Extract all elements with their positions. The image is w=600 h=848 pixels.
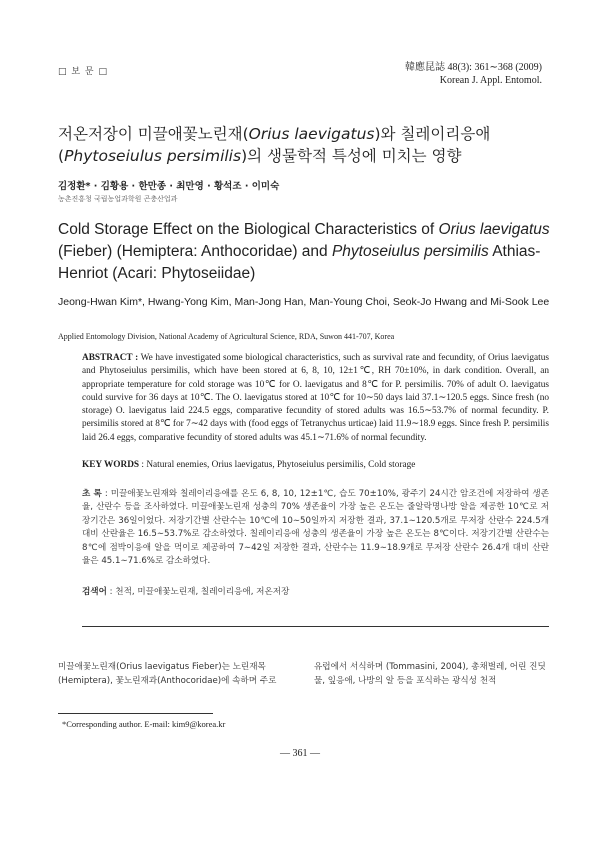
page-number: — 361 — [280,748,320,759]
abstract-ko-label: 초 록 [82,489,102,499]
title-en-species2: Phytoseiulus persimilis [331,243,489,260]
keywords-ko-text: : 천적, 미끌애꽃노린재, 칠레이리응애, 저온저장 [109,587,290,597]
journal-citation [405,61,542,87]
title-en-species1: Orius laevigatus [438,221,550,238]
abstract-ko-text: : 미끌애꽃노린재와 칠레이리응애를 온도 6, 8, 10, 12±1℃, 습도 70±10%, 광주기 24시간 암조건에 저장하여 생존율, 산란수 등을 조사하였다. 미끌애꽃노린재 성충의 70% 생존율이 가장 높은 온도는 줄알락명나방 알을 제공한 10℃로 저장기간은 36일이었다. 저장기간별 산란수는 10℃에 10∼50일까지 저장한 결과, 37.1∼120.5개로 무저장 산란수 224.5개 대비 산란율은 16.5∼53.7%로 감소하였다. 칠레이리응애 성충의 생존율이 가장 높은 온도는 8℃이다. 저장기간별 산란수는 8℃에 점박이응애 알을 먹이로 제공하여 7∼42일 저장한 결과, 산란수는 11.9∼18.9개로 무저장 산란수 26.4개 대비 산란율은 45.1∼71.6%로 감소하였다. [82,489,549,567]
footnote-divider [58,713,213,714]
title-ko-species1: Orius laevigatus [248,125,375,143]
keywords [82,460,549,470]
abstract-text: We have investigated some biological characteristics, such as survival rate and fecundity, of Orius laevigatus and Phytoseiulus persimilis, which have been stored at 6, 8, 10, 12±1℃, RH 70±10%, in dark condition. Overall, an appropriate temperature for cold storage was 10℃ for O. laevigatus and 8℃ for P. persimilis. 70% of adult O. laevigatus could survive for 36 days at 10℃. The O. laevigatus stored at 10℃ for 10∼50 days laid 37.1∼120.5 eggs. Since fresh (no storage) O. laevigatus laid 224.5 eggs, comparative fecundity of stored adults was 16.5∼53.7% of normal fecundity. P. persimilis stored at 8℃ for 7∼42 days with (food eggs of Tetranychus urticae) laid 11.9∼18.9 eggs. Since fresh P. persimilis laid 26.4 eggs, comparative fecundity of stored adults was 45.1∼71.6% of normal fecundity. [82,353,549,443]
title-en-part3: Athias-Henriot (Acari: Phytoseiidae) [58,243,541,282]
title-en-part2: (Fieber) (Hemiptera: Anthocoridae) and [58,243,332,260]
abstract [82,352,549,445]
keywords-korean [82,585,289,597]
section-divider [82,626,549,627]
title-ko-species2: Phytoseiulus persimilis [64,147,242,165]
title-ko-part1: 저온저장이 미끌애꽃노린재( [58,125,249,143]
keywords-ko-label: 검색어 [82,587,107,597]
affiliation-english: Applied Entomology Division, National Academy of Agricultural Science, RDA, Suwon 441-707, Korea [58,332,395,341]
article-type-label: □ 보 문 □ [58,67,108,77]
abstract-label: ABSTRACT : [82,353,139,363]
title-ko-part2: )와 칠레이리응애( [58,125,491,165]
title-english [58,219,558,285]
authors-korean: 김정환* · 김황용 · 한만종 · 최만영 · 황석조 · 이미숙 [58,181,280,192]
body-column-left: 미끌애꽃노린재(Orius laevigatus Fieber)는 노린재목 (Hemiptera), 꽃노린재과(Anthocoridae)에 속하며 주로 [58,662,277,686]
keywords-text: : Natural enemies, Orius laevigatus, Phytoseiulus persimilis, Cold storage [141,460,416,470]
journal-citation-line1: 韓應昆誌 48(3): 361∼368 (2009) [405,62,542,73]
abstract-korean [82,488,549,568]
keywords-label: KEY WORDS [82,460,140,470]
corresponding-author-footnote: *Corresponding author. E-mail: kim9@korea.kr [62,719,226,729]
body-column-right: 유럽에서 서식하며 (Tommasini, 2004), 총채벌레, 어린 진딧물, 잎응애, 나방의 알 등을 포식하는 광식성 천적 [314,662,546,686]
title-en-part1: Cold Storage Effect on the Biological Characteristics of [58,221,439,238]
journal-citation-line2: Korean J. Appl. Entomol. [439,75,542,86]
title-korean [58,123,548,167]
affiliation-korean: 농촌진흥청 국립농업과학원 곤충산업과 [58,195,178,203]
title-ko-part3: )의 생물학적 특성에 미치는 영향 [241,147,462,165]
authors-english: Jeong-Hwan Kim*, Hwang-Yong Kim, Man-Jong Han, Man-Young Choi, Seok-Jo Hwang and Mi-Sook Lee [58,296,550,308]
